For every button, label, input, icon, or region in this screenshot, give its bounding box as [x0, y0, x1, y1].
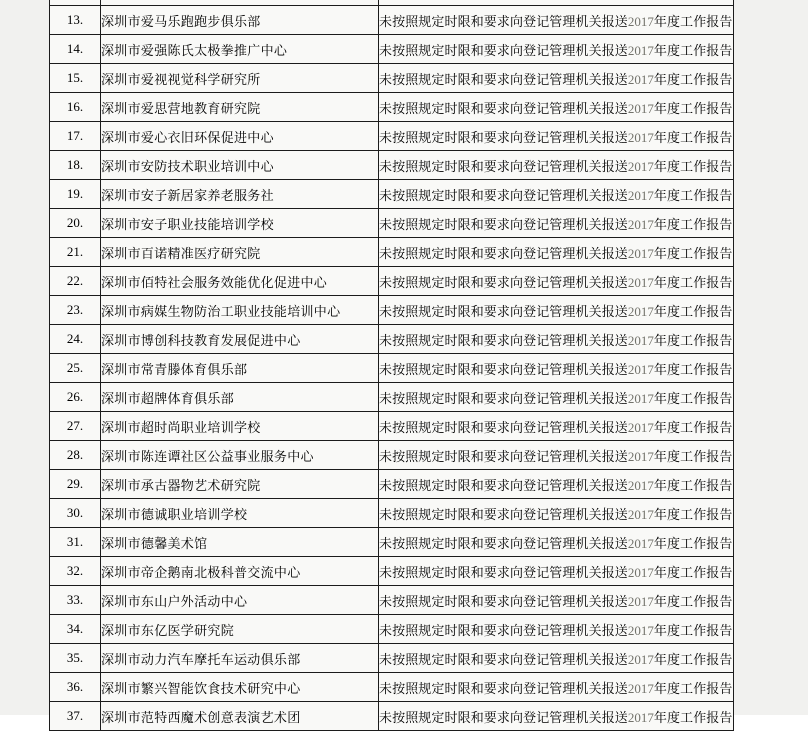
reason-cell	[379, 528, 734, 557]
table-row	[50, 499, 734, 528]
org-name: 深圳市常青滕体育俱乐部	[101, 361, 248, 377]
reason-suffix: 年度工作报告	[653, 129, 733, 145]
row-number-cell	[50, 209, 101, 238]
table-row	[50, 64, 734, 93]
table-row	[50, 528, 734, 557]
org-name: 深圳市佰特社会服务效能优化促进中心	[101, 274, 328, 290]
reason-year: 2017	[627, 129, 654, 145]
org-name: 深圳市病媒生物防治工职业技能培训中心	[101, 303, 341, 319]
table-row	[50, 238, 734, 267]
reason-cell	[379, 238, 734, 267]
row-number: 14.	[66, 41, 84, 56]
table-row	[50, 702, 734, 731]
reason-year: 2017	[627, 680, 654, 696]
reason-prefix: 未按照规定时限和要求向登记管理机关报送	[379, 680, 628, 696]
row-number-cell	[50, 238, 101, 267]
reason-cell	[379, 354, 734, 383]
reason-cell	[379, 6, 734, 35]
reason-year: 2017	[627, 216, 654, 232]
org-name-cell	[101, 673, 379, 702]
reason-year: 2017	[627, 564, 654, 580]
reason-prefix: 未按照规定时限和要求向登记管理机关报送	[379, 448, 628, 464]
org-name-cell	[101, 615, 379, 644]
reason-suffix: 年度工作报告	[653, 709, 733, 725]
reason-cell	[379, 64, 734, 93]
org-name-cell	[101, 383, 379, 412]
reason-suffix: 年度工作报告	[653, 158, 733, 174]
reason-cell	[379, 296, 734, 325]
org-name-cell	[101, 122, 379, 151]
reason-year: 2017	[627, 593, 654, 609]
org-name-cell	[101, 35, 379, 64]
row-number-cell	[50, 122, 101, 151]
reason-cell	[379, 644, 734, 673]
reason-prefix: 未按照规定时限和要求向登记管理机关报送	[379, 216, 628, 232]
row-number: 22.	[66, 273, 84, 288]
row-number-cell	[50, 354, 101, 383]
reason-prefix: 未按照规定时限和要求向登记管理机关报送	[379, 390, 628, 406]
reason-suffix: 年度工作报告	[653, 535, 733, 551]
reason-cell	[379, 180, 734, 209]
org-name-cell	[101, 151, 379, 180]
reason-prefix: 未按照规定时限和要求向登记管理机关报送	[379, 42, 628, 58]
org-name: 深圳市承古器物艺术研究院	[101, 477, 261, 493]
org-name: 深圳市爱强陈氏太极拳推广中心	[101, 42, 288, 58]
reason-prefix: 未按照规定时限和要求向登记管理机关报送	[379, 477, 628, 493]
row-number-cell	[50, 557, 101, 586]
table-row	[50, 267, 734, 296]
reason-suffix: 年度工作报告	[653, 390, 733, 406]
reason-prefix: 未按照规定时限和要求向登记管理机关报送	[379, 187, 628, 203]
org-name-cell	[101, 238, 379, 267]
row-number-cell	[50, 383, 101, 412]
reason-year: 2017	[627, 274, 654, 290]
table-row	[50, 383, 734, 412]
reason-cell	[379, 383, 734, 412]
reason-prefix: 未按照规定时限和要求向登记管理机关报送	[379, 71, 628, 87]
row-number: 30.	[66, 505, 84, 520]
org-name-cell	[101, 586, 379, 615]
reason-prefix: 未按照规定时限和要求向登记管理机关报送	[379, 535, 628, 551]
reason-suffix: 年度工作报告	[653, 361, 733, 377]
reason-cell	[379, 267, 734, 296]
table-row	[50, 644, 734, 673]
org-name-cell	[101, 209, 379, 238]
row-number: 36.	[66, 679, 84, 694]
reason-suffix: 年度工作报告	[653, 651, 733, 667]
row-number-cell	[50, 644, 101, 673]
org-name-cell	[101, 6, 379, 35]
org-name: 深圳市东山户外活动中心	[101, 593, 248, 609]
row-number: 20.	[66, 215, 84, 230]
row-number: 29.	[66, 476, 84, 491]
reason-suffix: 年度工作报告	[653, 477, 733, 493]
row-number: 13.	[66, 12, 84, 27]
org-name-cell	[101, 325, 379, 354]
org-name: 深圳市安子新居家养老服务社	[101, 187, 274, 203]
reason-prefix: 未按照规定时限和要求向登记管理机关报送	[379, 593, 628, 609]
reason-prefix: 未按照规定时限和要求向登记管理机关报送	[379, 419, 628, 435]
row-number: 17.	[66, 128, 84, 143]
org-name-cell	[101, 64, 379, 93]
org-name: 深圳市爱视视觉科学研究所	[101, 71, 261, 87]
reason-prefix: 未按照规定时限和要求向登记管理机关报送	[379, 100, 628, 116]
reason-year: 2017	[627, 71, 654, 87]
row-number: 21.	[66, 244, 84, 259]
table-row	[50, 615, 734, 644]
row-number: 34.	[66, 621, 84, 636]
table-row	[50, 470, 734, 499]
reason-cell	[379, 151, 734, 180]
org-name: 深圳市陈连谭社区公益事业服务中心	[101, 448, 314, 464]
reason-prefix: 未按照规定时限和要求向登记管理机关报送	[379, 361, 628, 377]
org-name: 深圳市爱思营地教育研究院	[101, 100, 261, 116]
table-row	[50, 557, 734, 586]
table-row	[50, 441, 734, 470]
reason-year: 2017	[627, 187, 654, 203]
reason-year: 2017	[627, 303, 654, 319]
reason-prefix: 未按照规定时限和要求向登记管理机关报送	[379, 506, 628, 522]
reason-suffix: 年度工作报告	[653, 42, 733, 58]
table-row	[50, 151, 734, 180]
row-number: 27.	[66, 418, 84, 433]
table-row	[50, 325, 734, 354]
reason-cell	[379, 209, 734, 238]
table-row	[50, 35, 734, 64]
reason-prefix: 未按照规定时限和要求向登记管理机关报送	[379, 332, 628, 348]
org-name-cell	[101, 441, 379, 470]
row-number-cell	[50, 412, 101, 441]
reason-prefix: 未按照规定时限和要求向登记管理机关报送	[379, 274, 628, 290]
org-name: 深圳市繁兴智能饮食技术研究中心	[101, 680, 301, 696]
reason-prefix: 未按照规定时限和要求向登记管理机关报送	[379, 564, 628, 580]
reason-suffix: 年度工作报告	[653, 622, 733, 638]
reason-prefix: 未按照规定时限和要求向登记管理机关报送	[379, 13, 628, 29]
reason-cell	[379, 325, 734, 354]
reason-year: 2017	[627, 361, 654, 377]
reason-prefix: 未按照规定时限和要求向登记管理机关报送	[379, 709, 628, 725]
org-name-cell	[101, 499, 379, 528]
reason-suffix: 年度工作报告	[653, 680, 733, 696]
org-name: 深圳市爱马乐跑跑步俱乐部	[101, 13, 261, 29]
row-number-cell	[50, 499, 101, 528]
reason-prefix: 未按照规定时限和要求向登记管理机关报送	[379, 129, 628, 145]
row-number: 28.	[66, 447, 84, 462]
row-number: 15.	[66, 70, 84, 85]
row-number-cell	[50, 93, 101, 122]
reason-cell	[379, 122, 734, 151]
table-body	[50, 0, 734, 731]
reason-year: 2017	[627, 622, 654, 638]
org-name-cell	[101, 354, 379, 383]
table-row	[50, 93, 734, 122]
reason-suffix: 年度工作报告	[653, 274, 733, 290]
reason-cell	[379, 412, 734, 441]
reason-cell	[379, 499, 734, 528]
org-name: 深圳市德诚职业培训学校	[101, 506, 248, 522]
table-row	[50, 412, 734, 441]
org-name: 深圳市超时尚职业培训学校	[101, 419, 261, 435]
table-row	[50, 586, 734, 615]
row-number-cell	[50, 267, 101, 296]
reason-suffix: 年度工作报告	[653, 564, 733, 580]
org-name: 深圳市东亿医学研究院	[101, 622, 235, 638]
row-number-cell	[50, 325, 101, 354]
row-number-cell	[50, 470, 101, 499]
reason-prefix: 未按照规定时限和要求向登记管理机关报送	[379, 651, 628, 667]
reason-suffix: 年度工作报告	[653, 419, 733, 435]
org-name: 深圳市德馨美术馆	[101, 535, 208, 551]
org-name: 深圳市帝企鹅南北极科普交流中心	[101, 564, 301, 580]
reason-prefix: 未按照规定时限和要求向登记管理机关报送	[379, 158, 628, 174]
reason-year: 2017	[627, 100, 654, 116]
reason-year: 2017	[627, 245, 654, 261]
reason-suffix: 年度工作报告	[653, 303, 733, 319]
table-row	[50, 209, 734, 238]
row-number-cell	[50, 64, 101, 93]
row-number: 37.	[66, 708, 84, 723]
reason-year: 2017	[627, 390, 654, 406]
reason-cell	[379, 93, 734, 122]
reason-year: 2017	[627, 13, 654, 29]
row-number-cell	[50, 180, 101, 209]
table-row	[50, 122, 734, 151]
reason-cell	[379, 557, 734, 586]
org-name: 深圳市安子职业技能培训学校	[101, 216, 274, 232]
reason-suffix: 年度工作报告	[653, 332, 733, 348]
org-name: 深圳市超牌体育俱乐部	[101, 390, 235, 406]
org-name: 深圳市动力汽车摩托车运动俱乐部	[101, 651, 301, 667]
row-number: 24.	[66, 331, 84, 346]
table-row	[50, 6, 734, 35]
reason-suffix: 年度工作报告	[653, 448, 733, 464]
reason-year: 2017	[627, 651, 654, 667]
org-name: 深圳市安防技术职业培训中心	[101, 158, 274, 174]
row-number-cell	[50, 673, 101, 702]
row-number: 32.	[66, 563, 84, 578]
row-number: 23.	[66, 302, 84, 317]
row-number: 16.	[66, 99, 84, 114]
reason-suffix: 年度工作报告	[653, 187, 733, 203]
reason-suffix: 年度工作报告	[653, 245, 733, 261]
reason-year: 2017	[627, 535, 654, 551]
reason-cell	[379, 441, 734, 470]
org-name: 深圳市博创科技教育发展促进中心	[101, 332, 301, 348]
reason-year: 2017	[627, 448, 654, 464]
row-number-cell	[50, 151, 101, 180]
row-number-cell	[50, 702, 101, 731]
reason-suffix: 年度工作报告	[653, 216, 733, 232]
org-name-cell	[101, 267, 379, 296]
reason-suffix: 年度工作报告	[653, 71, 733, 87]
reason-year: 2017	[627, 332, 654, 348]
row-number: 31.	[66, 534, 84, 549]
row-number: 26.	[66, 389, 84, 404]
row-number: 25.	[66, 360, 84, 375]
org-name-cell	[101, 296, 379, 325]
reason-suffix: 年度工作报告	[653, 506, 733, 522]
reason-prefix: 未按照规定时限和要求向登记管理机关报送	[379, 622, 628, 638]
org-name-cell	[101, 180, 379, 209]
row-number-cell	[50, 296, 101, 325]
reason-cell	[379, 702, 734, 731]
row-number-cell	[50, 615, 101, 644]
row-number: 33.	[66, 592, 84, 607]
org-name: 深圳市范特西魔术创意表演艺术团	[101, 709, 301, 725]
table-row	[50, 180, 734, 209]
reason-suffix: 年度工作报告	[653, 593, 733, 609]
org-name-cell	[101, 557, 379, 586]
row-number: 19.	[66, 186, 84, 201]
org-name-cell	[101, 644, 379, 673]
reason-year: 2017	[627, 158, 654, 174]
reason-year: 2017	[627, 709, 654, 725]
reason-prefix: 未按照规定时限和要求向登记管理机关报送	[379, 245, 628, 261]
reason-suffix: 年度工作报告	[653, 100, 733, 116]
row-number: 35.	[66, 650, 84, 665]
reason-cell	[379, 35, 734, 64]
org-name-cell	[101, 528, 379, 557]
reason-prefix: 未按照规定时限和要求向登记管理机关报送	[379, 303, 628, 319]
reason-cell	[379, 470, 734, 499]
row-number-cell	[50, 6, 101, 35]
org-name: 深圳市百诺精准医疗研究院	[101, 245, 261, 261]
org-name-cell	[101, 702, 379, 731]
table-row	[50, 673, 734, 702]
reason-cell	[379, 615, 734, 644]
row-number-cell	[50, 441, 101, 470]
reason-cell	[379, 586, 734, 615]
org-name-cell	[101, 470, 379, 499]
annual-report-violation-table	[49, 0, 734, 731]
reason-year: 2017	[627, 419, 654, 435]
row-number-cell	[50, 586, 101, 615]
row-number-cell	[50, 35, 101, 64]
table-row	[50, 354, 734, 383]
reason-year: 2017	[627, 42, 654, 58]
row-number-cell	[50, 528, 101, 557]
org-name: 深圳市爱心衣旧环保促进中心	[101, 129, 274, 145]
row-number: 18.	[66, 157, 84, 172]
table-row	[50, 296, 734, 325]
org-name-cell	[101, 412, 379, 441]
reason-suffix: 年度工作报告	[653, 13, 733, 29]
reason-year: 2017	[627, 506, 654, 522]
reason-cell	[379, 673, 734, 702]
org-name-cell	[101, 93, 379, 122]
reason-year: 2017	[627, 477, 654, 493]
